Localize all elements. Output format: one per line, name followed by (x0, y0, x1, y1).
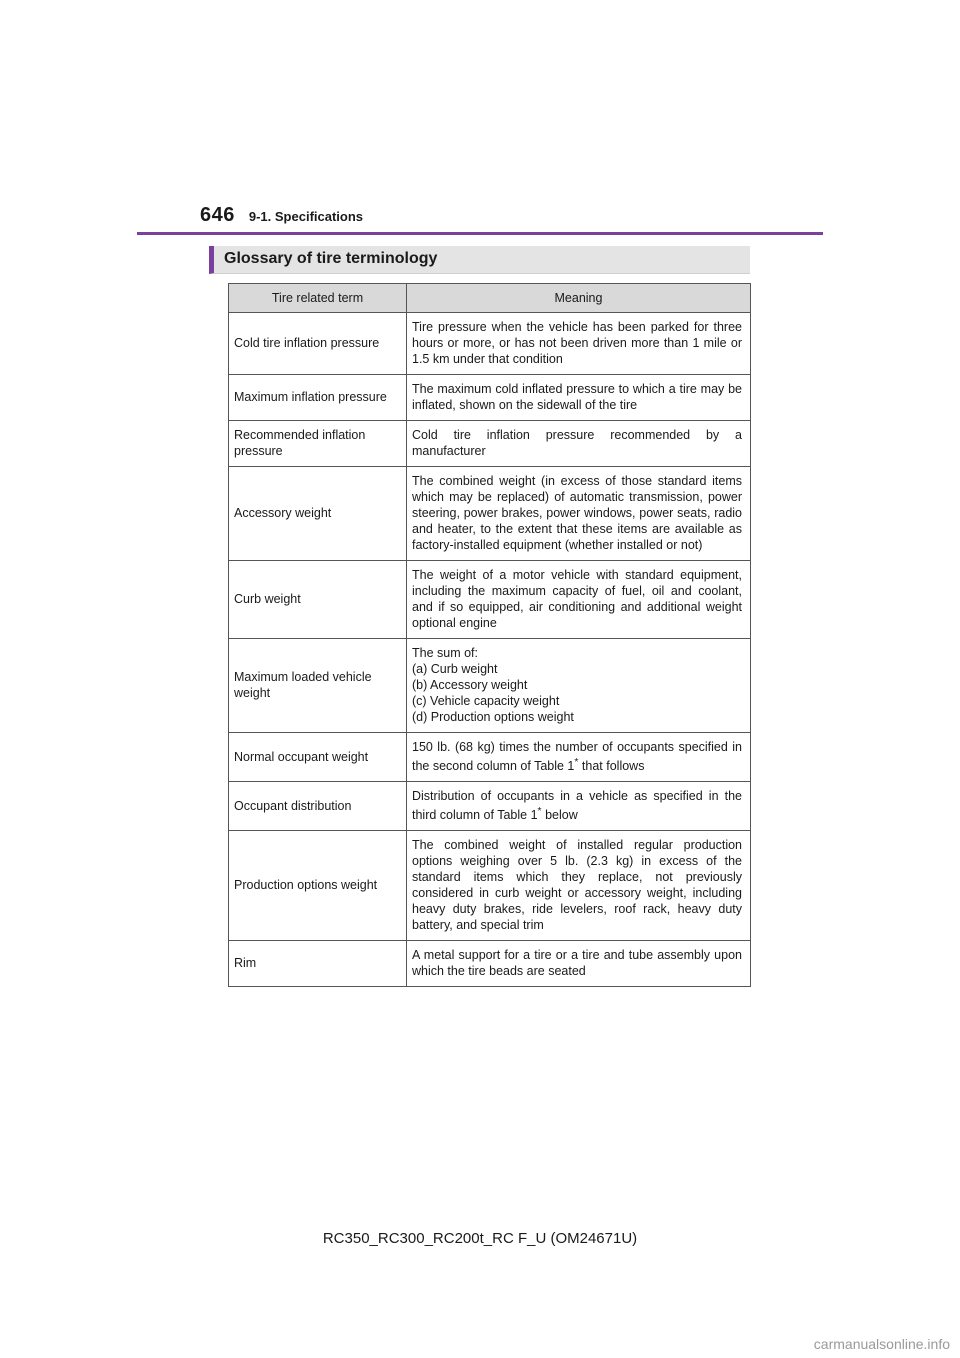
column-header-meaning: Meaning (407, 284, 751, 313)
term-cell: Normal occupant weight (229, 733, 407, 782)
table-row (229, 831, 751, 941)
meaning-line: (a) Curb weight (412, 662, 498, 676)
glossary-table (228, 283, 751, 987)
meaning-cell: The combined weight of installed regular production options weighing over 5 lb. (2.3 kg) in excess of the standard items which they replace, not previously considered in curb weight or accessory weight, including heavy duty brakes, ride levelers, roof rack, heavy duty battery, and special trim (407, 831, 751, 941)
meaning-cell (407, 639, 751, 733)
term-cell: Cold tire inflation pressure (229, 313, 407, 375)
term-cell: Recommended inflation pressure (229, 421, 407, 467)
watermark: carmanualsonline.info (813, 1336, 950, 1352)
header-divider (137, 232, 823, 235)
term-cell: Accessory weight (229, 467, 407, 561)
table-row (229, 375, 751, 421)
term-cell: Curb weight (229, 561, 407, 639)
meaning-cell (407, 782, 751, 831)
meaning-line: (b) Accessory weight (412, 678, 528, 692)
meaning-cell: The maximum cold inflated pressure to which a tire may be inflated, shown on the sidewall of the tire (407, 375, 751, 421)
page-number: 646 (200, 204, 235, 226)
footnote-asterisk: * (574, 757, 579, 768)
meaning-line: The sum of: (412, 646, 478, 660)
table-row (229, 733, 751, 782)
document-code: RC350_RC300_RC200t_RC F_U (OM24671U) (322, 1230, 638, 1247)
glossary-heading: Glossary of tire terminology (209, 246, 750, 274)
meaning-cell (407, 733, 751, 782)
table-row (229, 467, 751, 561)
section-title: 9-1. Specifications (248, 209, 364, 224)
meaning-cell: A metal support for a tire or a tire and tube assembly upon which the tire beads are seated (407, 941, 751, 987)
table-row (229, 782, 751, 831)
table-row (229, 561, 751, 639)
meaning-text: Distribution of occupants in a vehicle as specified in the third column of Table 1 (412, 789, 742, 823)
meaning-cell: The combined weight (in excess of those standard items which may be replaced) of automatic transmission, power steering, power brakes, power windows, power seats, radio and heater, to the extent that these items are available as factory-installed equipment (whether installed or not) (407, 467, 751, 561)
meaning-text-tail: below (541, 808, 578, 823)
term-cell: Rim (229, 941, 407, 987)
page-header (200, 204, 363, 227)
table-row (229, 421, 751, 467)
term-cell: Occupant distribution (229, 782, 407, 831)
meaning-text: 150 lb. (68 kg) times the number of occupants specified in the second column of Table 1 (412, 740, 742, 774)
term-cell: Maximum inflation pressure (229, 375, 407, 421)
term-cell: Production options weight (229, 831, 407, 941)
meaning-text-tail: that follows (578, 759, 645, 774)
table-header-row (229, 284, 751, 313)
table-row (229, 313, 751, 375)
meaning-line: (d) Production options weight (412, 710, 574, 724)
meaning-line: (c) Vehicle capacity weight (412, 694, 560, 708)
column-header-term: Tire related term (229, 284, 407, 313)
meaning-cell: Tire pressure when the vehicle has been parked for three hours or more, or has not been driven more than 1 mile or 1.5 km under that condition (407, 313, 751, 375)
meaning-cell: Cold tire inflation pressure recommended by a manufacturer (407, 421, 751, 467)
table-row (229, 941, 751, 987)
term-cell: Maximum loaded vehicle weight (229, 639, 407, 733)
meaning-cell: The weight of a motor vehicle with standard equipment, including the maximum capacity of fuel, oil and coolant, and if so equipped, air conditioning and additional weight optional engine (407, 561, 751, 639)
footnote-asterisk: * (537, 806, 542, 818)
table-row (229, 639, 751, 733)
